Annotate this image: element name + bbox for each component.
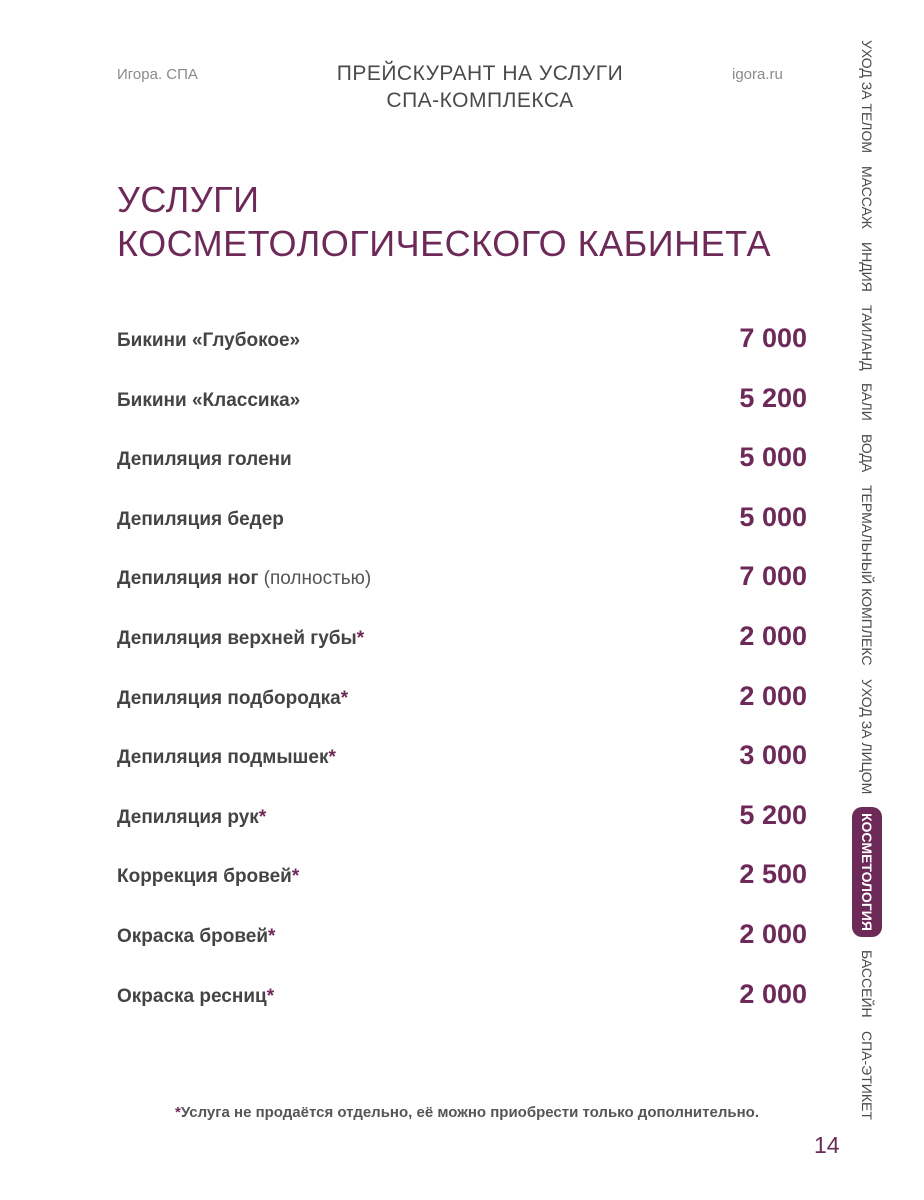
service-name-text: Окраска ресниц [117, 985, 267, 1007]
service-name [117, 747, 336, 769]
price-row [117, 548, 807, 608]
price-row [117, 429, 807, 489]
price-list [117, 310, 807, 1025]
price-row [117, 370, 807, 430]
price-row [117, 608, 807, 668]
service-name [117, 568, 371, 590]
side-nav-item[interactable]: СПА-ЭТИКЕТ [859, 1030, 875, 1120]
footnote-text: Услуга не продаётся отдельно, её можно приобрести только дополнительно. [180, 1104, 759, 1121]
service-name [117, 866, 299, 888]
service-name-text: Бикини «Классика» [117, 389, 301, 411]
footnote-star: * [175, 1104, 181, 1121]
document-title-line2: СПА-КОМПЛЕКСА [386, 89, 574, 112]
page-number: 14 [814, 1132, 840, 1158]
service-name [117, 628, 364, 650]
service-name-text: Депиляция подбородка [117, 687, 341, 709]
service-name [117, 807, 266, 829]
section-heading [117, 178, 817, 266]
side-nav-item[interactable]: УХОД ЗА ТЕЛОМ [859, 40, 875, 154]
side-nav-item[interactable]: УХОД ЗА ЛИЦОМ [859, 678, 875, 795]
service-price: 5 000 [739, 442, 807, 473]
side-nav-item[interactable]: КОСМЕТОЛОГИЯ [852, 807, 882, 937]
service-name [117, 688, 348, 710]
service-asterisk: * [340, 687, 349, 709]
side-nav-item[interactable]: БАЛИ [859, 383, 875, 422]
service-asterisk: * [268, 925, 276, 947]
side-nav-item[interactable]: ТЕРМАЛЬНЫЙ КОМПЛЕКС [859, 485, 875, 666]
price-row [117, 668, 807, 728]
side-nav-item[interactable]: БАССЕЙН [859, 950, 875, 1018]
service-asterisk: * [356, 627, 365, 649]
document-title [300, 60, 660, 114]
service-name [117, 926, 275, 948]
service-asterisk: * [266, 985, 275, 1007]
service-name-text: Окраска бровей [117, 925, 269, 947]
side-nav-item[interactable]: ТАИЛАНД [859, 304, 875, 371]
service-name-text: Депиляция голени [117, 449, 292, 471]
service-price: 7 000 [739, 561, 807, 592]
service-name [117, 986, 274, 1008]
service-price: 3 000 [739, 740, 807, 771]
side-nav-item[interactable]: ВОДА [859, 434, 875, 473]
service-name [117, 509, 284, 531]
service-asterisk: * [328, 747, 336, 769]
service-price: 5 200 [739, 382, 807, 413]
service-price: 2 000 [739, 918, 807, 949]
service-price: 2 500 [739, 859, 807, 890]
footnote [117, 1104, 817, 1121]
section-side-nav [856, 40, 886, 1160]
service-price: 5 000 [739, 501, 807, 532]
service-asterisk: * [291, 866, 300, 888]
section-heading-line1: УСЛУГИ [117, 179, 260, 220]
service-name-text: Депиляция ног [117, 568, 259, 590]
price-row [117, 489, 807, 549]
service-name [117, 330, 300, 352]
service-name-text: Депиляция верхней губы [117, 627, 357, 649]
price-row [117, 727, 807, 787]
website-link[interactable]: igora.ru [732, 66, 783, 83]
service-price: 2 000 [739, 680, 807, 711]
price-row [117, 310, 807, 370]
price-row [117, 846, 807, 906]
service-name-text: Коррекция бровей [117, 866, 292, 888]
service-name-text: Депиляция бедер [117, 508, 284, 530]
service-price: 2 000 [739, 620, 807, 651]
section-heading-line2: КОСМЕТОЛОГИЧЕСКОГО КАБИНЕТА [117, 223, 771, 264]
service-price: 5 200 [739, 799, 807, 830]
document-title-line1: ПРЕЙСКУРАНТ НА УСЛУГИ [336, 62, 624, 85]
service-name [117, 390, 300, 412]
service-name-text: Депиляция подмышек [117, 747, 329, 769]
service-name [117, 449, 292, 471]
service-price: 7 000 [739, 323, 807, 353]
price-row [117, 906, 807, 966]
side-nav-item[interactable]: МАССАЖ [859, 166, 875, 229]
price-row [117, 966, 807, 1026]
service-name-text: Бикини «Глубокое» [117, 330, 301, 351]
price-row [117, 787, 807, 847]
service-note: (полностью) [263, 568, 372, 590]
brand-name: Игора. СПА [117, 66, 198, 83]
service-price: 2 000 [739, 978, 807, 1009]
service-asterisk: * [258, 806, 267, 828]
service-name-text: Депиляция рук [117, 806, 259, 828]
side-nav-item[interactable]: ИНДИЯ [859, 241, 875, 292]
